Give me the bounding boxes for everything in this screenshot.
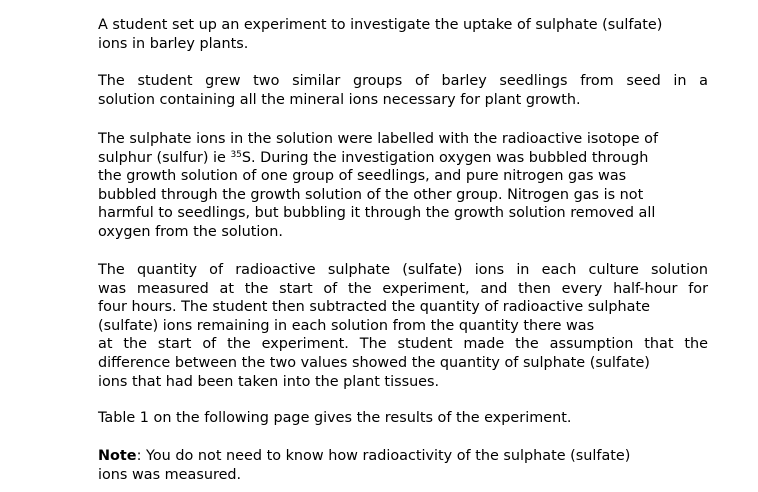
text-line: solution containing all the mineral ions necessary for plant growth.: [98, 91, 581, 108]
text-line: the growth solution of one group of seedlings, and pure nitrogen gas was: [98, 168, 627, 185]
text-line: ions was measured.: [98, 466, 242, 483]
text-line: (sulfate) ions remaining in each solution from the quantity there was: [98, 317, 595, 334]
text-line: The sulphate ions in the solution were labelled with the radioactive isotope of: [98, 131, 659, 147]
isotope-mass-number: 35: [230, 149, 242, 160]
paragraph-table-reference: [98, 409, 708, 428]
text-line: at the start of the experiment. The student made the assumption that the: [98, 336, 708, 353]
text-line: A student set up an experiment to investigate the uptake of sulphate (sulfate): [98, 17, 663, 33]
text-line: was measured at the start of the experiment, and then every half-hour for: [98, 280, 708, 297]
text-line: oxygen from the solution.: [98, 223, 283, 240]
text-line: difference between the two values showed the quantity of sulphate (sulfate): [98, 354, 650, 371]
paragraph-note: [98, 447, 708, 484]
text-line: bubbled through the growth solution of the other group. Nitrogen gas is not: [98, 186, 644, 203]
text-line: The quantity of radioactive sulphate (sulfate) ions in each culture solution: [98, 262, 708, 278]
text-line: The student grew two similar groups of barley seedlings from seed in a: [98, 73, 708, 89]
text-segment: : You do not need to know how radioactivity of the sulphate (sulfate): [136, 448, 631, 464]
text-line: four hours. The student then subtracted the quantity of radioactive sulphate: [98, 299, 650, 316]
text-line: Table 1 on the following page gives the results of the experiment.: [98, 410, 572, 426]
note-label: Note: [98, 448, 137, 464]
paragraph-seedlings: [98, 72, 708, 109]
paragraph-intro: [98, 16, 708, 53]
text-line: ions that had been taken into the plant tissues.: [98, 373, 440, 390]
text-line-isotope: [98, 149, 708, 168]
text-segment: S. During the investigation oxygen was bubbled through: [241, 149, 649, 166]
text-segment: sulphur (sulfur) ie: [98, 149, 231, 166]
text-line: [98, 447, 708, 466]
text-line: ions in barley plants.: [98, 35, 249, 52]
paragraph-isotope: [98, 130, 708, 242]
paragraph-measurement: [98, 261, 708, 391]
text-line: harmful to seedlings, but bubbling it through the growth solution removed all: [98, 205, 656, 222]
